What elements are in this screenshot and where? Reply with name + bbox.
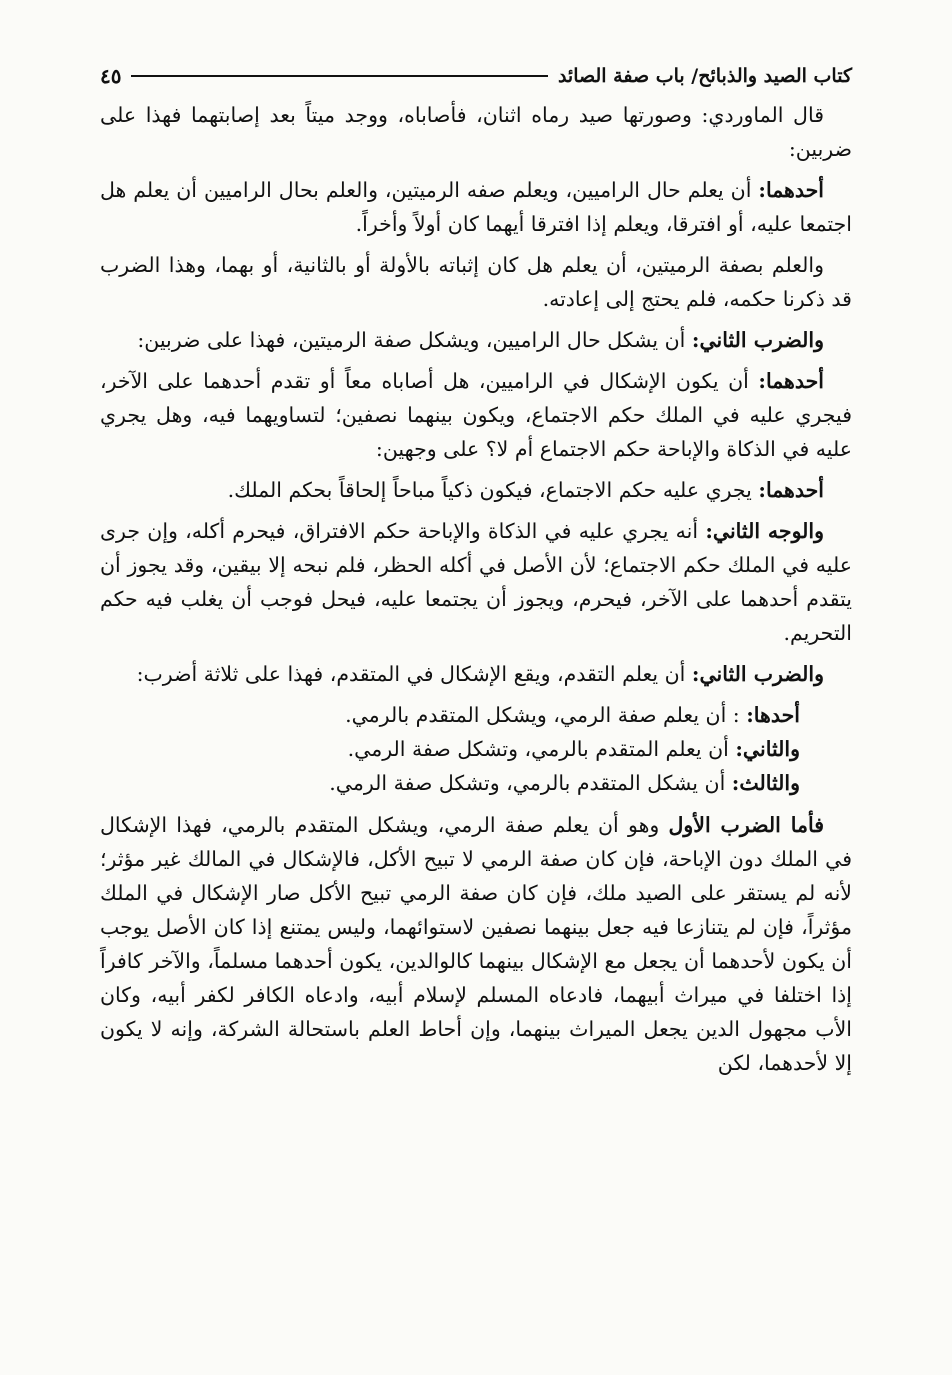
- paragraph-lead: أحدهما:: [758, 478, 824, 502]
- list-item-lead: والثاني:: [735, 737, 800, 761]
- list-item-lead: والثالث:: [731, 771, 800, 795]
- paragraph: قال الماوردي: وصورتها صيد رماه اثنان، فأصاباه، ووجد ميتاً بعد إصابتهما فهذا على ضربين:: [100, 103, 852, 161]
- paragraph: والضرب الثاني: أن يشكل حال الراميين، ويشكل صفة الرميتين، فهذا على ضربين:: [137, 328, 824, 352]
- body-text: [100, 98, 852, 1080]
- paragraph-lead: والوجه الثاني:: [705, 519, 825, 543]
- paragraph-lead: فأما الضرب الأول: [668, 813, 824, 837]
- paragraph: أحدهما: أن يكون الإشكال في الراميين، هل أصاباه معاً أو تقدم أحدهما على الآخر، فيجري عليه في الملك حكم الاجتماع، ويكون بينهما نصفين؛ لتساويهما فيه، وهل يجري عليه في الذكاة والإباحة حكم الاجتماع أم لا؟ على وجهين:: [100, 369, 852, 461]
- paragraph: فأما الضرب الأول وهو أن يعلم صفة الرمي، ويشكل المتقدم بالرمي، فهذا الإشكال في الملك دون الإباحة، فإن كان صفة الرمي لا تبيح الأكل، فالإشكال في المالك غير مؤثر؛ لأنه لم يستقر على الصيد ملك، فإن كان صفة الرمي تبيح الأكل صار الإشكال في الملك مؤثراً، فإن لم يتنازعا فيه جعل بينهما نصفين لاستوائهما، وليس يمتنع إذا كان الأصل يوجب أن يكون لأحدهما أن يجعل مع الإشكال بينهما كالوالدين، يكون أحدهما مسلماً، والآخر كافراً إذا اختلفا في ميراث أبيهما، فادعاه المسلم لإسلام أبيه، وادعاه الكافر لكفر أبيه، وكان الأب مجهول الدين يجعل الميراث بينهما، وإن أحاط العلم باستحالة الشركة، وإنه لا يكون إلا لأحدهما، لكن: [100, 813, 852, 1075]
- paragraph-lead: أحدهما:: [758, 369, 824, 393]
- paragraph: والعلم بصفة الرميتين، أن يعلم هل كان إثباته بالأولة أو بالثانية، أو بهما، وهذا الضرب قد ذكرنا حكمه، فلم يحتج إلى إعادته.: [100, 253, 852, 311]
- paragraph: أحدهما: يجري عليه حكم الاجتماع، فيكون ذكياً مباحاً إلحاقاً بحكم الملك.: [227, 478, 824, 502]
- list-item-lead: أحدها:: [746, 703, 800, 727]
- paragraph: والضرب الثاني: أن يعلم التقدم، ويقع الإشكال في المتقدم، فهذا على ثلاثة أضرب:: [136, 662, 824, 686]
- paragraph: أحدهما: أن يعلم حال الراميين، ويعلم صفه الرميتين، والعلم بحال الراميين أن يعلم هل اجتمعا عليه، أو افترقا، ويعلم إذا افترقا أيهما كان أولاً وأخراً.: [100, 178, 852, 236]
- paragraph: والوجه الثاني: أنه يجري عليه في الذكاة والإباحة حكم الافتراق، فيحرم أكله، وإن جرى عليه في الملك حكم الاجتماع؛ لأن الأصل في أكله الحظر، فلم نبحه إلا بيقين، وقد يجوز أن يتقدم أحدهما على الآخر، فيحرم، ويجوز أن يجتمعا عليه، فيحل فوجب أن يغلب فيه حكم التحريم.: [100, 519, 852, 645]
- paragraph-lead: والضرب الثاني:: [691, 662, 824, 686]
- list-item: أحدها: : أن يعلم صفة الرمي، ويشكل المتقدم بالرمي.: [345, 703, 800, 727]
- list-item: والثاني: أن يعلم المتقدم بالرمي، وتشكل صفة الرمي.: [347, 737, 800, 761]
- enumerated-list: [100, 698, 852, 800]
- header-rule: [131, 75, 547, 77]
- running-header: [100, 58, 852, 94]
- paragraph-lead: أحدهما:: [758, 178, 824, 202]
- page-number: ٤٥: [100, 64, 122, 88]
- paragraph-lead: والضرب الثاني:: [691, 328, 824, 352]
- list-item: والثالث: أن يشكل المتقدم بالرمي، وتشكل صفة الرمي.: [329, 771, 800, 795]
- header-title: كتاب الصيد والذبائح/ باب صفة الصائد: [557, 65, 852, 87]
